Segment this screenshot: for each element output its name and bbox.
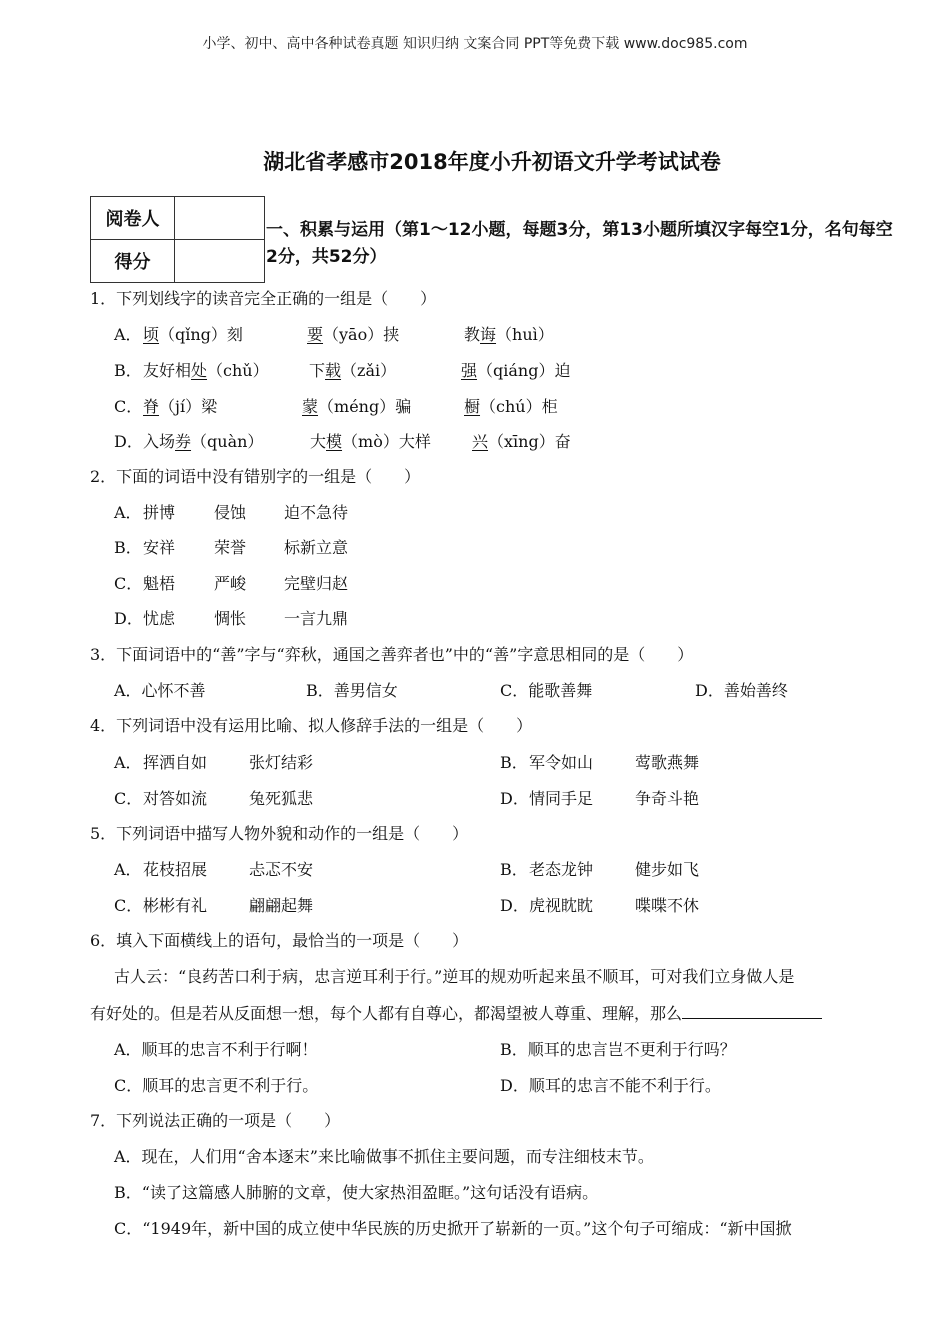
question-6-stem: 6．填入下面横线上的语句，最恰当的一项是（ ） xyxy=(90,931,469,950)
prefix: 教 xyxy=(464,325,481,344)
option-label: B． xyxy=(114,361,142,380)
word: 拼博 xyxy=(143,503,176,522)
word: 健步如飞 xyxy=(635,860,700,879)
option-label: A． xyxy=(114,325,142,344)
underlined-char: 脊 xyxy=(143,397,160,416)
option-label: C． xyxy=(114,896,143,915)
underlined-char: 要 xyxy=(307,325,324,344)
question-1-stem: 1．下列划线字的读音完全正确的一组是（ ） xyxy=(90,289,437,308)
prefix: 大 xyxy=(310,432,327,451)
word: 魁梧 xyxy=(143,574,176,593)
option-label: B． xyxy=(500,860,528,879)
option-label: C． xyxy=(114,789,143,808)
question-3-stem: 3．下面词语中的“善”字与“弈秋，通国之善弈者也”中的“善”字意思相同的是（ ） xyxy=(90,645,694,664)
option-label: D． xyxy=(500,896,529,915)
option-a: A．顺耳的忠言不利于行啊！ xyxy=(114,1040,318,1059)
reading: （jí）梁 xyxy=(159,397,218,416)
site-header: 小学、初中、高中各种试卷真题 知识归纳 文案合同 PPT等免费下载 www.doc985.com xyxy=(202,36,748,52)
answer-blank[interactable] xyxy=(682,1002,822,1019)
word: 忧虑 xyxy=(143,609,176,628)
underlined-char: 模 xyxy=(326,432,343,451)
reading: （chǔ） xyxy=(207,361,269,380)
word: 老态龙钟 xyxy=(529,860,594,879)
word: 军令如山 xyxy=(529,753,594,772)
reading: （mò）大样 xyxy=(342,432,431,451)
word: 喋喋不休 xyxy=(635,896,700,915)
word: 标新立意 xyxy=(284,538,349,557)
prefix: 入场 xyxy=(143,432,176,451)
exam-title: 湖北省孝感市2018年度小升初语文升学考试试卷 xyxy=(263,150,721,174)
option-label: C． xyxy=(114,397,143,416)
option-label: D． xyxy=(114,432,143,451)
option-label: C． xyxy=(114,574,143,593)
underlined-char: 蒙 xyxy=(302,397,319,416)
word: 一言九鼎 xyxy=(284,609,349,628)
section-heading: 一、积累与运用（第1～12小题，每题3分，第13小题所填汉字每空1分，名句每空2分，共52分） xyxy=(266,220,893,267)
reading: （méng）骗 xyxy=(318,397,412,416)
word: 荣誉 xyxy=(214,538,247,557)
reading: （xīng）奋 xyxy=(488,432,571,451)
passage-text: 有好处的。但是若从反面想一想，每个人都有自尊心，都渴望被人尊重、理解，那么 xyxy=(90,1004,683,1023)
option-label: B． xyxy=(114,538,142,557)
word: 忐忑不安 xyxy=(249,860,314,879)
question-4-stem: 4．下列词语中没有运用比喻、拟人修辞手法的一组是（ ） xyxy=(90,716,533,735)
question-5-stem: 5．下列词语中描写人物外貌和动作的一组是（ ） xyxy=(90,824,469,843)
word: 迫不急待 xyxy=(284,503,349,522)
reading: （quàn） xyxy=(191,432,264,451)
reading: （qǐng）刻 xyxy=(159,325,243,344)
prefix: 友好相 xyxy=(143,361,192,380)
reading: （qiáng）迫 xyxy=(477,361,571,380)
word: 翩翩起舞 xyxy=(249,896,314,915)
underlined-char: 兴 xyxy=(472,432,489,451)
question-6-passage-line-2 xyxy=(90,1001,822,1024)
word: 张灯结彩 xyxy=(249,753,314,772)
score-label: 得分 xyxy=(91,240,175,283)
underlined-char: 强 xyxy=(461,361,478,380)
word: 争奇斗艳 xyxy=(635,789,700,808)
reading: （huì） xyxy=(496,325,554,344)
option-c: C．顺耳的忠言更不利于行。 xyxy=(114,1076,319,1095)
option-label: A． xyxy=(114,503,142,522)
option-label: A． xyxy=(114,753,142,772)
question-7-option-b: B．“读了这篇感人肺腑的文章，使大家热泪盈眶。”这句话没有语病。 xyxy=(114,1183,599,1202)
score-cell[interactable] xyxy=(175,240,265,283)
reading: （chú）柜 xyxy=(480,397,558,416)
word: 兔死狐悲 xyxy=(249,789,314,808)
option-label: A． xyxy=(114,860,142,879)
word: 虎视眈眈 xyxy=(529,896,594,915)
word: 情同手足 xyxy=(529,789,594,808)
word: 侵蚀 xyxy=(214,503,247,522)
question-7-option-a: A．现在，人们用“舍本逐末”来比喻做事不抓住主要问题，而专注细枝末节。 xyxy=(114,1147,654,1166)
option-label: D． xyxy=(500,789,529,808)
underlined-char: 载 xyxy=(325,361,342,380)
question-2-stem: 2．下面的词语中没有错别字的一组是（ ） xyxy=(90,467,421,486)
reviewer-cell[interactable] xyxy=(175,197,265,240)
word: 彬彬有礼 xyxy=(143,896,208,915)
word: 莺歌燕舞 xyxy=(635,753,700,772)
underlined-char: 处 xyxy=(191,361,208,380)
option-b: B．顺耳的忠言岂不更利于行吗？ xyxy=(500,1040,736,1059)
option-label: B． xyxy=(500,753,528,772)
word: 安祥 xyxy=(143,538,176,557)
option-d: D．善始善终 xyxy=(695,681,788,700)
question-7-option-c: C．“1949年，新中国的成立使中华民族的历史掀开了崭新的一页。”这个句子可缩成：“新中国掀 xyxy=(114,1219,792,1238)
word: 完壁归赵 xyxy=(284,574,349,593)
reading: （zǎi） xyxy=(341,361,397,380)
reviewer-label: 阅卷人 xyxy=(91,197,175,240)
question-6-passage-line-1: 古人云：“良药苦口利于病，忠言逆耳利于行。”逆耳的规劝听起来虽不顺耳，可对我们立身做人是 xyxy=(114,967,795,986)
word: 对答如流 xyxy=(143,789,208,808)
word: 挥洒自如 xyxy=(143,753,208,772)
score-table xyxy=(90,196,265,283)
option-c: C．能歌善舞 xyxy=(500,681,593,700)
underlined-char: 诲 xyxy=(480,325,497,344)
reading: （yāo）挟 xyxy=(323,325,400,344)
underlined-char: 橱 xyxy=(464,397,481,416)
option-b: B．善男信女 xyxy=(306,681,398,700)
underlined-char: 券 xyxy=(175,432,192,451)
option-label: D． xyxy=(114,609,143,628)
word: 惆怅 xyxy=(214,609,247,628)
prefix: 下 xyxy=(309,361,326,380)
option-d: D．顺耳的忠言不能不利于行。 xyxy=(500,1076,721,1095)
option-a: A．心怀不善 xyxy=(114,681,206,700)
word: 花枝招展 xyxy=(143,860,208,879)
question-7-stem: 7．下列说法正确的一项是（ ） xyxy=(90,1111,341,1130)
underlined-char: 顷 xyxy=(143,325,160,344)
word: 严峻 xyxy=(214,574,247,593)
